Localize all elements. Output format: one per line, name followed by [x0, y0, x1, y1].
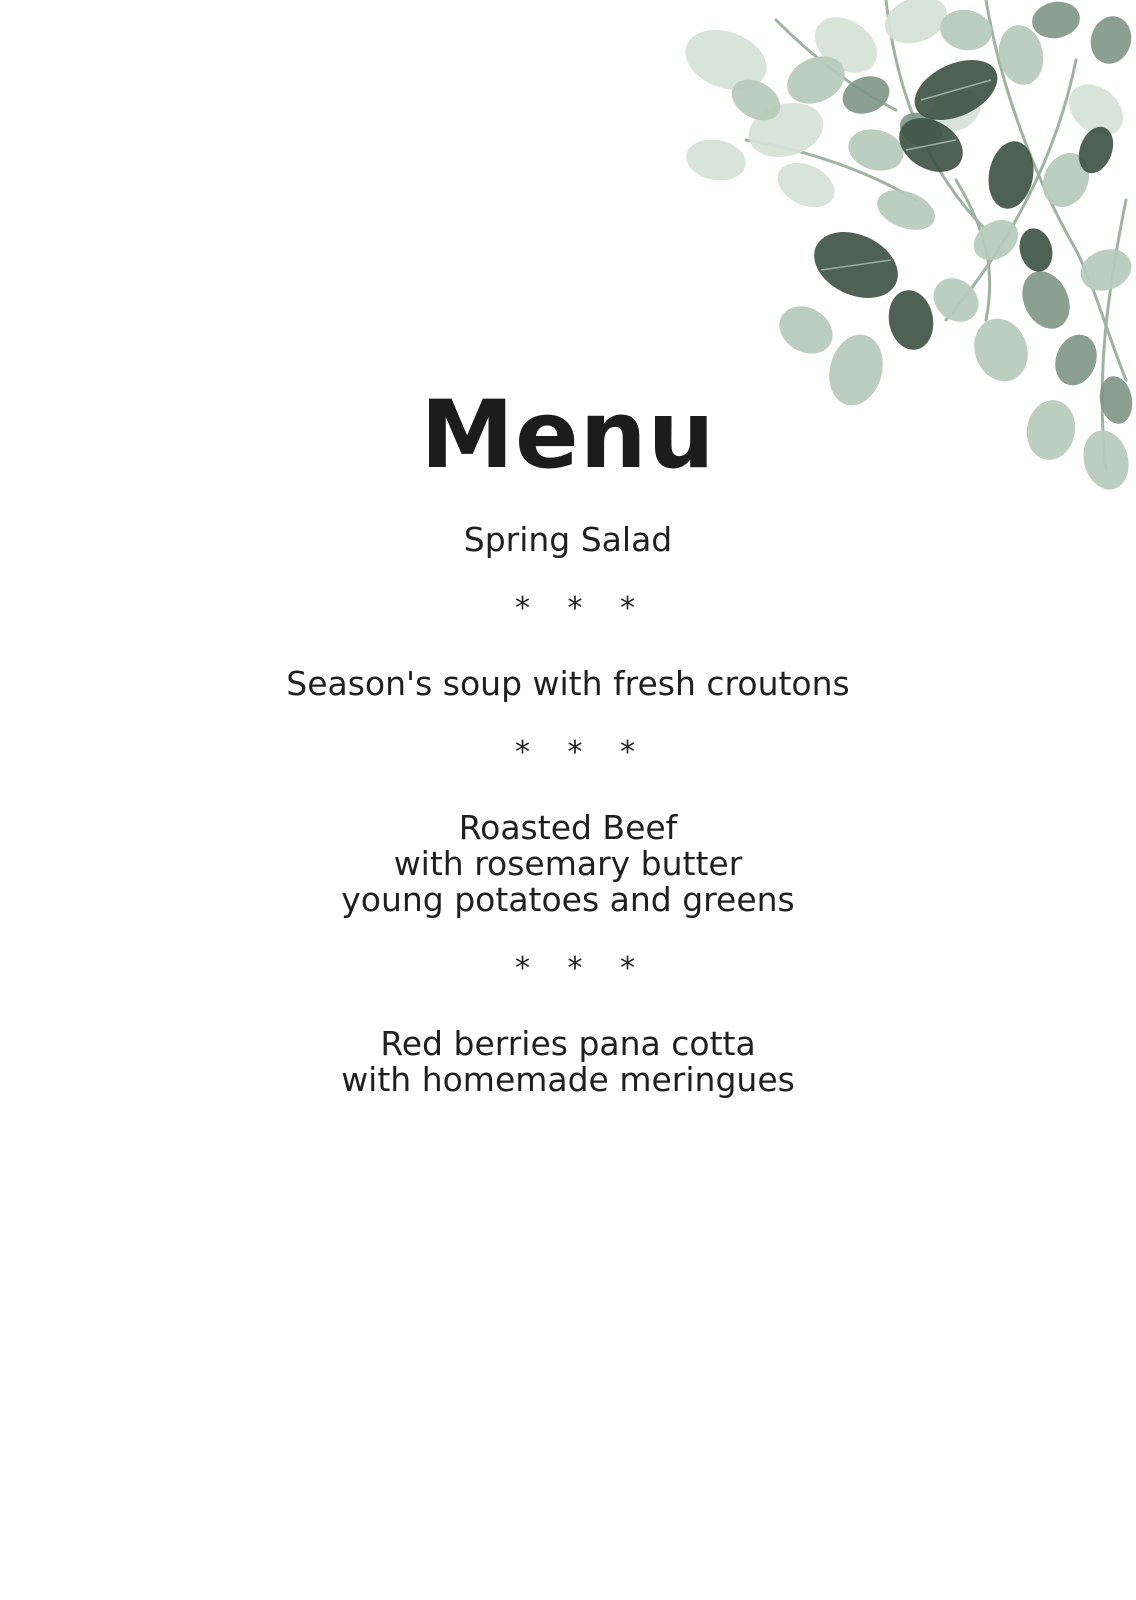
- menu-title: Menu: [420, 380, 716, 490]
- course-main: [0, 810, 1136, 918]
- course-starter: [0, 522, 1136, 558]
- course-dessert: [0, 1026, 1136, 1098]
- course-separator: * * *: [514, 591, 650, 626]
- course-separator: * * *: [514, 735, 650, 770]
- course-separator: * * *: [514, 951, 650, 986]
- course-line: with homemade meringues: [341, 1060, 795, 1099]
- course-line: Red berries pana cotta: [380, 1024, 756, 1063]
- course-soup: [0, 666, 1136, 702]
- course-line: Season's soup with fresh croutons: [286, 664, 850, 703]
- course-line: with rosemary butter: [393, 844, 743, 883]
- course-line: Spring Salad: [463, 520, 673, 559]
- course-line: young potatoes and greens: [341, 880, 795, 919]
- course-line: Roasted Beef: [458, 808, 678, 847]
